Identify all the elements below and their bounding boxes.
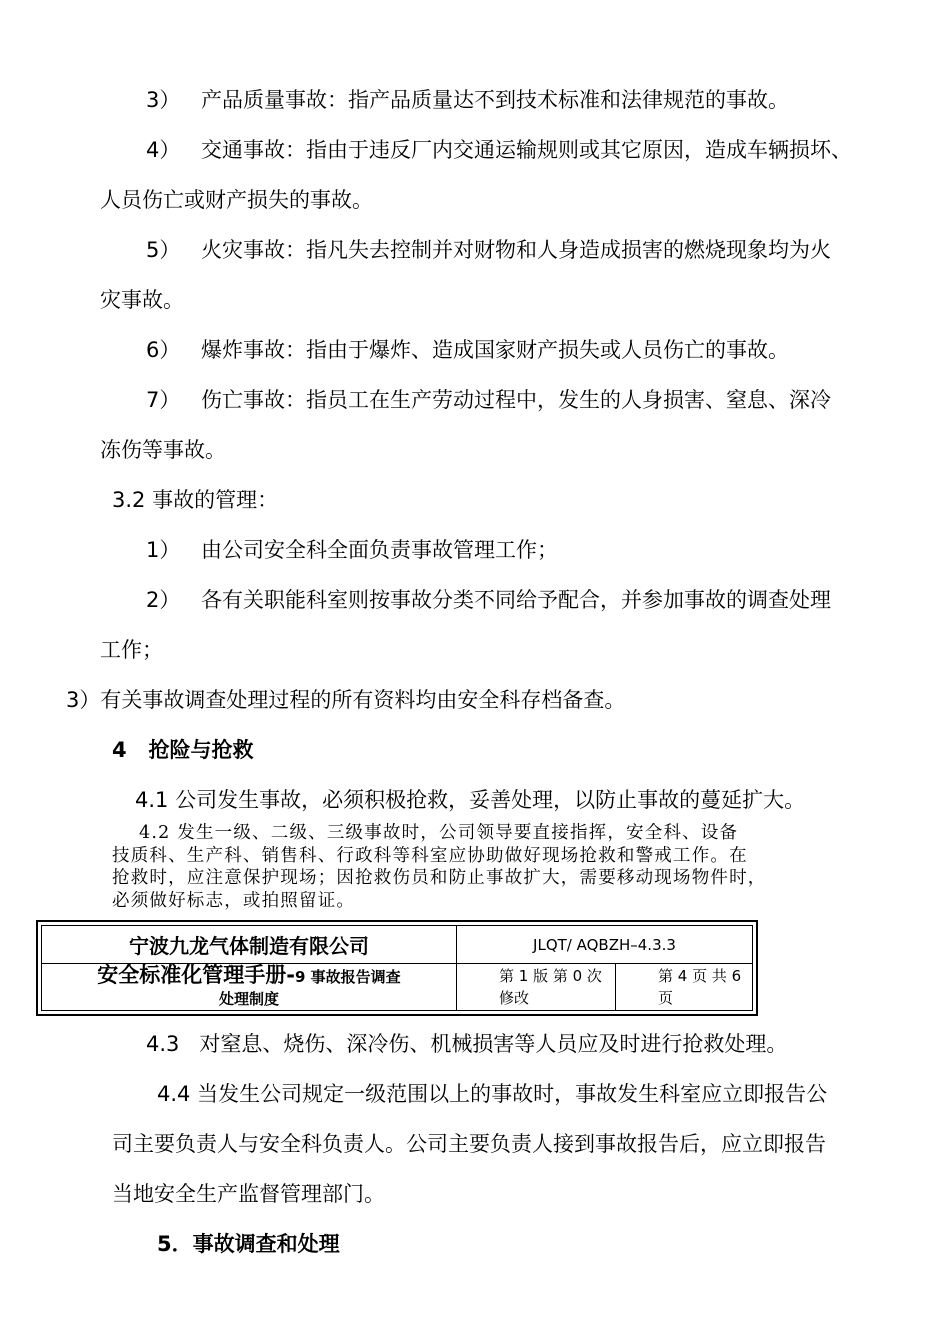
item-text: 爆炸事故：指由于爆炸、造成国家财产损失或人员伤亡的事故。 — [201, 338, 789, 362]
paragraph-4-4-line-2: 司主要负责人与安全科负责人。公司主要负责人接到事故报告后，应立即报告 — [112, 1132, 826, 1156]
company-name — [42, 926, 456, 963]
item-5-continuation: 灾事故。 — [100, 288, 184, 312]
paragraph-line: 抢救时，应注意保护现场；因抢救伤员和防止事故扩大，需要移动现场物件时， — [112, 868, 767, 888]
mgmt-item-3: 3）有关事故调查处理过程的所有资料均由安全科存档备查。 — [66, 688, 626, 712]
section-4-heading: 4 抢险与抢救 — [112, 738, 254, 762]
mgmt-item-2-continuation: 工作； — [100, 638, 163, 662]
manual-title — [42, 964, 456, 1010]
page-info — [616, 964, 752, 1010]
section-3-2-heading: 3.2 事故的管理： — [112, 488, 279, 512]
page-line: 页 — [658, 989, 674, 1007]
item-number: 6） — [146, 338, 181, 362]
mgmt-item-2 — [146, 586, 831, 614]
item-text: 交通事故：指由于违反厂内交通运输规则或其它原因，造成车辆损坏、 — [201, 138, 852, 162]
paragraph-4-4-line-1: 4.4 当发生公司规定一级范围以上的事故时，事故发生科室应立即报告公 — [157, 1082, 828, 1106]
company-name-text: 宁波九龙气体制造有限公司 — [129, 934, 369, 958]
mgmt-item-1 — [146, 536, 558, 564]
manual-title-text: 安全标准化管理手册- — [97, 963, 296, 987]
item-4-continuation: 人员伤亡或财产损失的事故。 — [100, 188, 373, 212]
manual-subtitle-text: 9 事故报告调查 — [295, 968, 401, 986]
item-text: 火灾事故：指凡失去控制并对财物和人身造成损害的燃烧现象均为火 — [201, 238, 831, 262]
document-header-table — [36, 920, 758, 1016]
item-7 — [146, 386, 831, 414]
paragraph-4-3: 4.3 对窒息、烧伤、深冷伤、机械损害等人员应及时进行抢救处理。 — [146, 1032, 788, 1056]
version-line: 第 1 版 第 0 次 — [499, 967, 602, 985]
document-code — [457, 926, 752, 963]
document-code-text: JLQT/ AQBZH–4.3.3 — [533, 935, 676, 954]
paragraph-4-1: 4.1 公司发生事故，必须积极抢救，妥善处理，以防止事故的蔓延扩大。 — [135, 788, 806, 812]
item-5 — [146, 236, 831, 264]
item-4 — [146, 136, 852, 164]
paragraph-line: 技质科、生产科、销售科、行政科等科室应协助做好现场抢救和警戒工作。在 — [112, 845, 748, 866]
item-number: 3） — [146, 88, 181, 112]
item-number: 1） — [146, 538, 181, 562]
item-text: 由公司安全科全面负责事故管理工作； — [201, 538, 558, 562]
paragraph-4-2 — [112, 822, 902, 912]
item-text: 产品质量事故：指产品质量达不到技术标准和法律规范的事故。 — [201, 88, 789, 112]
item-number: 7） — [146, 388, 181, 412]
paragraph-line: 必须做好标志，或拍照留证。 — [112, 890, 356, 911]
paragraph-4-4-line-3: 当地安全生产监督管理部门。 — [112, 1182, 385, 1206]
header-table-inner — [41, 925, 753, 1011]
item-number: 5） — [146, 238, 181, 262]
item-number: 2） — [146, 588, 181, 612]
item-number: 4） — [146, 138, 181, 162]
version-line: 修改 — [499, 989, 530, 1007]
item-7-continuation: 冻伤等事故。 — [100, 438, 226, 462]
paragraph-line: 4.2 发生一级、二级、三级事故时，公司领导要直接指挥，安全科、设备 — [112, 823, 739, 843]
item-3 — [146, 86, 789, 114]
item-text: 各有关职能科室则按事故分类不同给予配合，并参加事故的调查处理 — [201, 588, 831, 612]
item-text: 伤亡事故：指员工在生产劳动过程中，发生的人身损害、窒息、深冷 — [201, 388, 831, 412]
item-6 — [146, 336, 789, 364]
version-info — [457, 964, 615, 1010]
page-line: 第 4 页 共 6 — [658, 967, 742, 985]
manual-subtitle-text: 处理制度 — [218, 990, 279, 1008]
section-5-heading: 5．事故调查和处理 — [157, 1232, 340, 1256]
